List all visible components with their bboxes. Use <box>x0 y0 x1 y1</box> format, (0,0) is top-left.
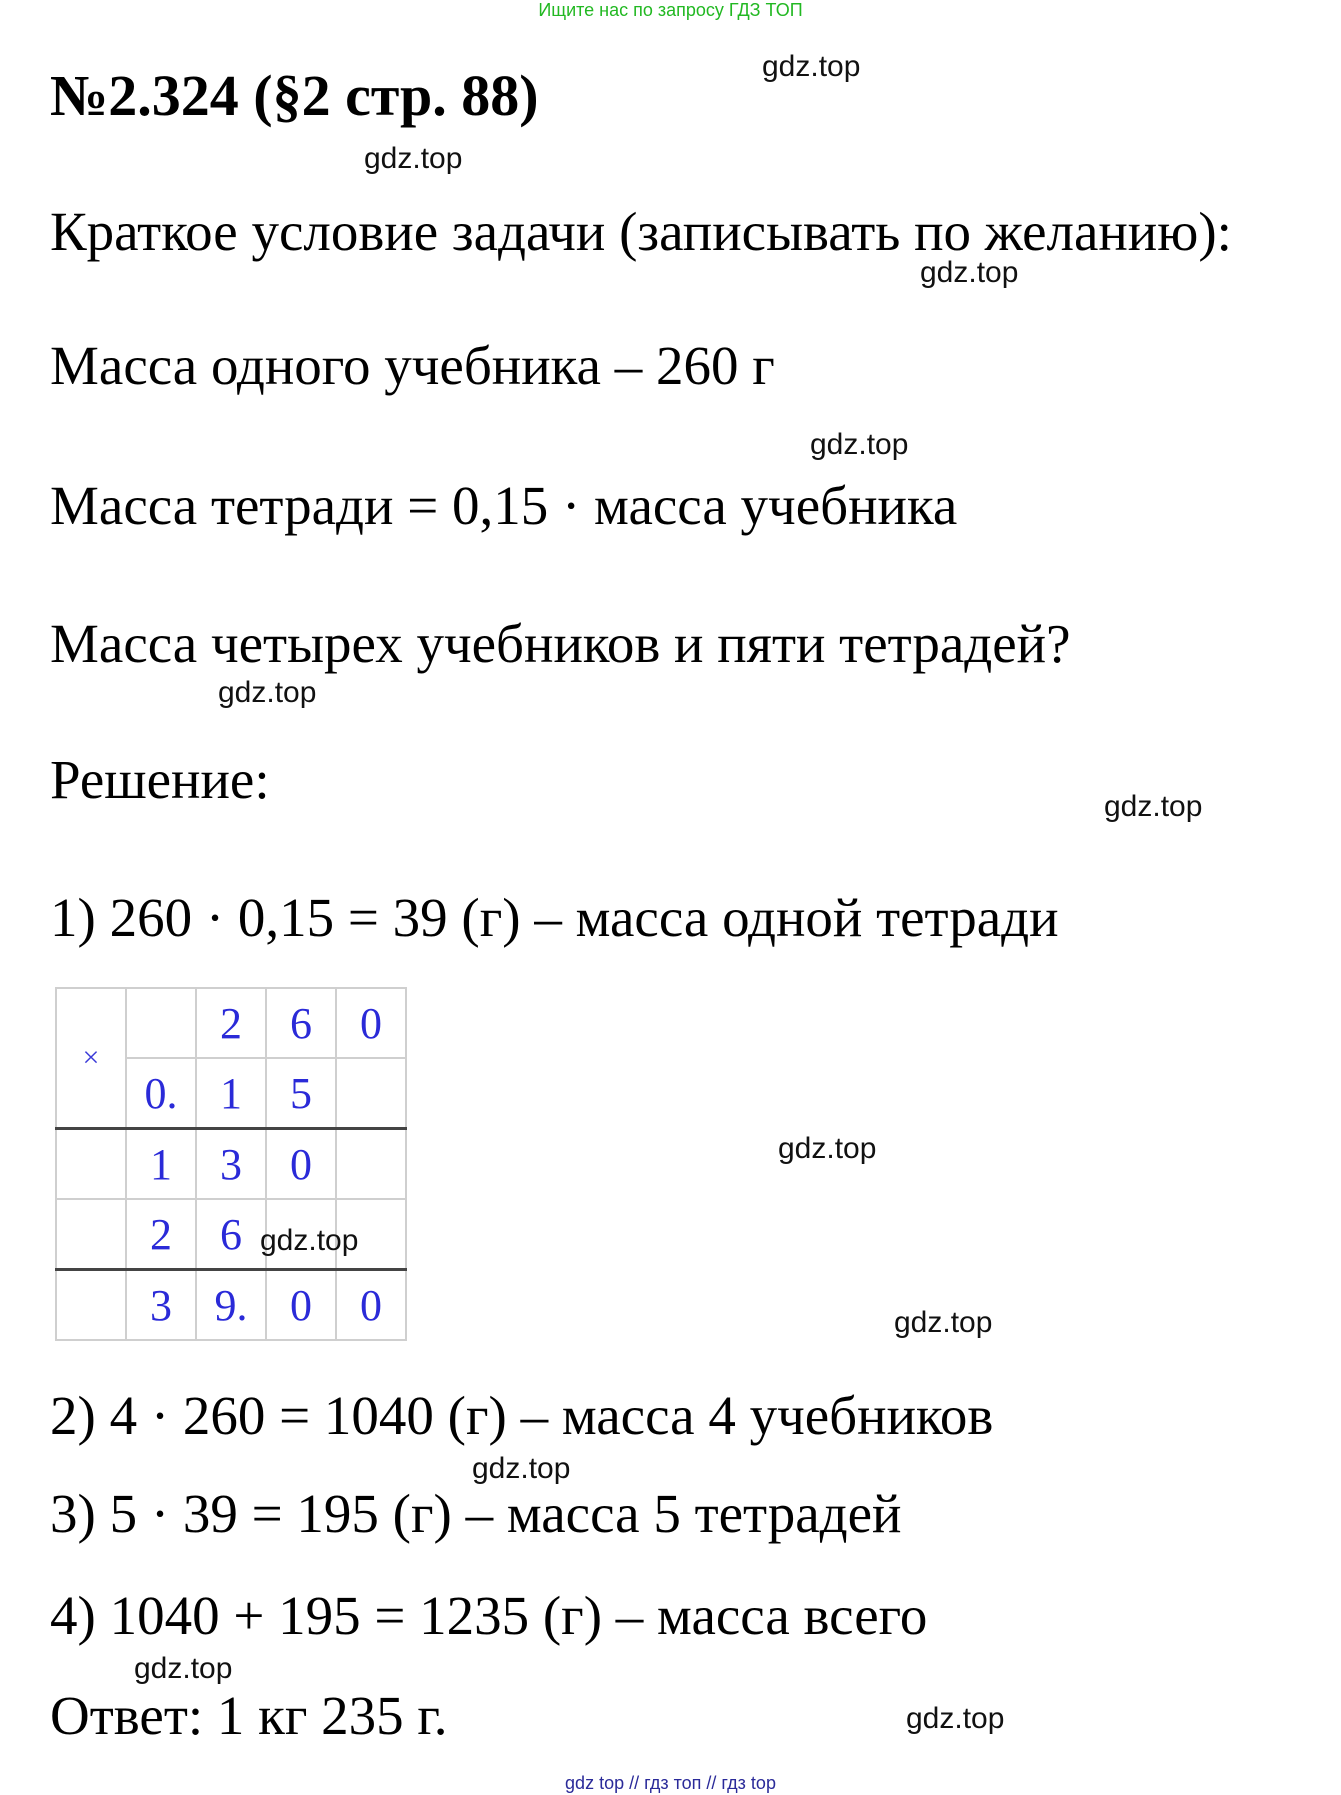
condition-line-1: Масса одного учебника – 260 г <box>50 335 775 396</box>
grid-cell: 5 <box>266 1058 336 1129</box>
grid-cell <box>336 1129 406 1200</box>
multiplication-grid <box>55 987 407 1341</box>
solution-step-3: 3) 5 · 39 = 195 (г) – масса 5 тетрадей <box>50 1483 902 1544</box>
grid-cell: 9. <box>196 1270 266 1341</box>
grid-cell <box>336 1058 406 1129</box>
watermark: gdz.top <box>218 676 317 709</box>
grid-cell <box>56 1270 126 1341</box>
watermark: gdz.top <box>920 256 1019 289</box>
watermark: gdz.top <box>762 50 861 83</box>
grid-cell: 2 <box>126 1199 196 1270</box>
search-banner: Ищите нас по запросу ГДЗ ТОП <box>538 0 803 20</box>
grid-cell <box>56 1129 126 1200</box>
condition-line-2: Масса тетради = 0,15 · масса учебника <box>50 475 958 536</box>
grid-cell: 0 <box>336 988 406 1058</box>
condition-line-3: Масса четырех учебников и пяти тетрадей? <box>50 613 1071 674</box>
watermark: gdz.top <box>472 1452 571 1485</box>
grid-cell: 0 <box>336 1270 406 1341</box>
watermark: gdz.top <box>906 1702 1005 1735</box>
grid-cell: 3 <box>126 1270 196 1341</box>
footer-links: gdz top // гдз топ // гдз top <box>565 1773 776 1793</box>
solution-step-1: 1) 260 · 0,15 = 39 (г) – масса одной тетради <box>50 887 1059 948</box>
grid-cell: 6 <box>196 1199 266 1270</box>
solution-heading: Решение: <box>50 749 270 810</box>
grid-cell <box>126 988 196 1058</box>
condition-heading: Краткое условие задачи (записывать по желанию): <box>50 201 1232 262</box>
grid-cell: 1 <box>126 1129 196 1200</box>
problem-title: №2.324 (§2 стр. 88) <box>50 63 539 128</box>
watermark: gdz.top <box>810 428 909 461</box>
grid-cell: 0. <box>126 1058 196 1129</box>
watermark: gdz.top <box>1104 790 1203 823</box>
multiply-sign: × <box>56 988 126 1129</box>
watermark: gdz.top <box>778 1132 877 1165</box>
watermark: gdz.top <box>364 142 463 175</box>
watermark: gdz.top <box>260 1224 359 1257</box>
grid-cell: 6 <box>266 988 336 1058</box>
answer: Ответ: 1 кг 235 г. <box>50 1685 448 1746</box>
grid-cell: 2 <box>196 988 266 1058</box>
grid-cell: 3 <box>196 1129 266 1200</box>
grid-cell: 0 <box>266 1270 336 1341</box>
solution-step-4: 4) 1040 + 195 = 1235 (г) – масса всего <box>50 1585 928 1646</box>
grid-cell <box>56 1199 126 1270</box>
grid-cell: 0 <box>266 1129 336 1200</box>
grid-cell: 1 <box>196 1058 266 1129</box>
watermark: gdz.top <box>894 1306 993 1339</box>
watermark: gdz.top <box>134 1652 233 1685</box>
solution-step-2: 2) 4 · 260 = 1040 (г) – масса 4 учебников <box>50 1385 994 1446</box>
